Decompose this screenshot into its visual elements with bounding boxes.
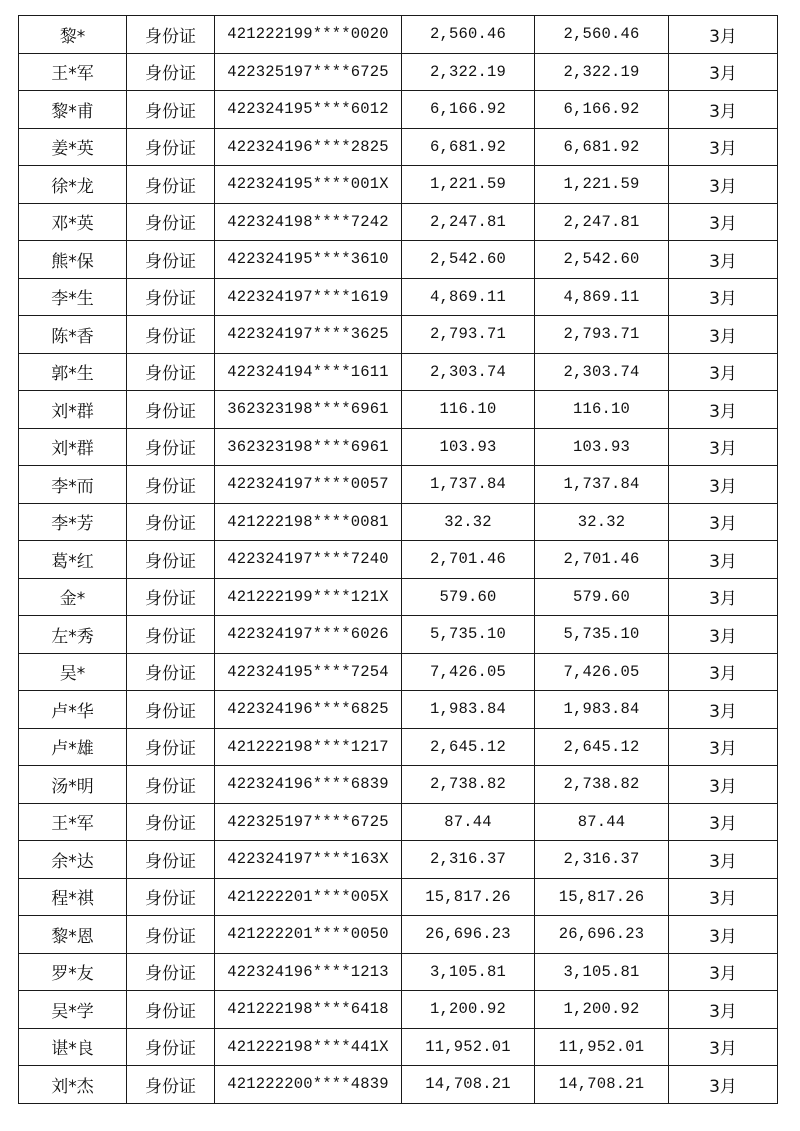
name-cell: 吴*学	[19, 991, 127, 1029]
amount-paid-cell: 2,247.81	[535, 203, 669, 241]
amount-paid-cell: 116.10	[535, 391, 669, 429]
amount-cell: 2,316.37	[402, 841, 535, 879]
name-cell: 徐*龙	[19, 166, 127, 204]
table-row	[19, 953, 778, 991]
table-row	[19, 541, 778, 579]
table-row	[19, 428, 778, 466]
id-number-cell: 421222201****0050	[215, 916, 402, 954]
id-number-cell: 422324195****001X	[215, 166, 402, 204]
table-row	[19, 878, 778, 916]
month-cell: 3月	[669, 428, 778, 466]
amount-paid-cell: 15,817.26	[535, 878, 669, 916]
amount-cell: 2,738.82	[402, 766, 535, 804]
amount-cell: 2,542.60	[402, 241, 535, 279]
amount-paid-cell: 3,105.81	[535, 953, 669, 991]
id-type-cell: 身份证	[127, 391, 215, 429]
id-number-cell: 422324197****3625	[215, 316, 402, 354]
month-cell: 3月	[669, 616, 778, 654]
id-type-cell: 身份证	[127, 16, 215, 54]
id-number-cell: 421222199****121X	[215, 578, 402, 616]
month-cell: 3月	[669, 766, 778, 804]
name-cell: 余*达	[19, 841, 127, 879]
amount-cell: 3,105.81	[402, 953, 535, 991]
name-cell: 刘*群	[19, 428, 127, 466]
amount-cell: 1,983.84	[402, 691, 535, 729]
name-cell: 谌*良	[19, 1028, 127, 1066]
table-row	[19, 16, 778, 54]
name-cell: 刘*杰	[19, 1066, 127, 1104]
table-row	[19, 128, 778, 166]
table-row	[19, 278, 778, 316]
amount-cell: 579.60	[402, 578, 535, 616]
amount-paid-cell: 103.93	[535, 428, 669, 466]
table-row	[19, 841, 778, 879]
amount-cell: 6,166.92	[402, 91, 535, 129]
id-number-cell: 421222199****0020	[215, 16, 402, 54]
amount-paid-cell: 32.32	[535, 503, 669, 541]
id-type-cell: 身份证	[127, 841, 215, 879]
amount-paid-cell: 1,983.84	[535, 691, 669, 729]
table-body	[19, 16, 778, 1104]
month-cell: 3月	[669, 841, 778, 879]
amount-paid-cell: 1,221.59	[535, 166, 669, 204]
id-type-cell: 身份证	[127, 653, 215, 691]
table-row	[19, 203, 778, 241]
name-cell: 卢*雄	[19, 728, 127, 766]
name-cell: 金*	[19, 578, 127, 616]
name-cell: 汤*明	[19, 766, 127, 804]
amount-cell: 2,701.46	[402, 541, 535, 579]
name-cell: 邓*英	[19, 203, 127, 241]
amount-paid-cell: 2,316.37	[535, 841, 669, 879]
id-number-cell: 421222198****6418	[215, 991, 402, 1029]
amount-paid-cell: 2,793.71	[535, 316, 669, 354]
table-row	[19, 241, 778, 279]
id-number-cell: 422324196****6839	[215, 766, 402, 804]
id-number-cell: 421222198****0081	[215, 503, 402, 541]
amount-paid-cell: 14,708.21	[535, 1066, 669, 1104]
table-row	[19, 53, 778, 91]
id-type-cell: 身份证	[127, 503, 215, 541]
amount-cell: 26,696.23	[402, 916, 535, 954]
id-type-cell: 身份证	[127, 241, 215, 279]
month-cell: 3月	[669, 653, 778, 691]
id-type-cell: 身份证	[127, 353, 215, 391]
amount-paid-cell: 2,303.74	[535, 353, 669, 391]
amount-paid-cell: 2,322.19	[535, 53, 669, 91]
name-cell: 李*生	[19, 278, 127, 316]
name-cell: 王*军	[19, 803, 127, 841]
name-cell: 罗*友	[19, 953, 127, 991]
name-cell: 李*而	[19, 466, 127, 504]
table-row	[19, 803, 778, 841]
month-cell: 3月	[669, 503, 778, 541]
amount-cell: 11,952.01	[402, 1028, 535, 1066]
amount-cell: 7,426.05	[402, 653, 535, 691]
id-type-cell: 身份证	[127, 616, 215, 654]
month-cell: 3月	[669, 166, 778, 204]
id-type-cell: 身份证	[127, 1028, 215, 1066]
id-type-cell: 身份证	[127, 316, 215, 354]
name-cell: 左*秀	[19, 616, 127, 654]
table-row	[19, 766, 778, 804]
amount-paid-cell: 1,737.84	[535, 466, 669, 504]
table-row	[19, 916, 778, 954]
amount-cell: 32.32	[402, 503, 535, 541]
id-type-cell: 身份证	[127, 278, 215, 316]
amount-paid-cell: 5,735.10	[535, 616, 669, 654]
table-row	[19, 316, 778, 354]
payment-table	[18, 15, 778, 1104]
name-cell: 郭*生	[19, 353, 127, 391]
table-row	[19, 991, 778, 1029]
id-number-cell: 422324196****2825	[215, 128, 402, 166]
amount-paid-cell: 87.44	[535, 803, 669, 841]
amount-cell: 2,560.46	[402, 16, 535, 54]
amount-cell: 1,737.84	[402, 466, 535, 504]
id-type-cell: 身份证	[127, 128, 215, 166]
table-row	[19, 691, 778, 729]
id-number-cell: 422324197****0057	[215, 466, 402, 504]
month-cell: 3月	[669, 53, 778, 91]
month-cell: 3月	[669, 278, 778, 316]
month-cell: 3月	[669, 578, 778, 616]
table-row	[19, 578, 778, 616]
name-cell: 熊*保	[19, 241, 127, 279]
amount-paid-cell: 579.60	[535, 578, 669, 616]
month-cell: 3月	[669, 878, 778, 916]
name-cell: 刘*群	[19, 391, 127, 429]
amount-paid-cell: 2,542.60	[535, 241, 669, 279]
month-cell: 3月	[669, 953, 778, 991]
month-cell: 3月	[669, 728, 778, 766]
amount-paid-cell: 7,426.05	[535, 653, 669, 691]
id-number-cell: 421222198****441X	[215, 1028, 402, 1066]
month-cell: 3月	[669, 691, 778, 729]
name-cell: 黎*	[19, 16, 127, 54]
id-number-cell: 422324195****7254	[215, 653, 402, 691]
table-row	[19, 616, 778, 654]
amount-cell: 87.44	[402, 803, 535, 841]
amount-paid-cell: 26,696.23	[535, 916, 669, 954]
name-cell: 吴*	[19, 653, 127, 691]
id-type-cell: 身份证	[127, 428, 215, 466]
amount-paid-cell: 2,645.12	[535, 728, 669, 766]
id-number-cell: 422324197****163X	[215, 841, 402, 879]
amount-cell: 2,793.71	[402, 316, 535, 354]
id-number-cell: 362323198****6961	[215, 428, 402, 466]
table-row	[19, 503, 778, 541]
table-row	[19, 353, 778, 391]
id-type-cell: 身份证	[127, 728, 215, 766]
id-number-cell: 422325197****6725	[215, 53, 402, 91]
id-type-cell: 身份证	[127, 766, 215, 804]
id-number-cell: 422324196****1213	[215, 953, 402, 991]
name-cell: 葛*红	[19, 541, 127, 579]
month-cell: 3月	[669, 1066, 778, 1104]
id-number-cell: 421222201****005X	[215, 878, 402, 916]
month-cell: 3月	[669, 316, 778, 354]
amount-paid-cell: 2,738.82	[535, 766, 669, 804]
amount-paid-cell: 6,166.92	[535, 91, 669, 129]
id-type-cell: 身份证	[127, 541, 215, 579]
table-row	[19, 728, 778, 766]
month-cell: 3月	[669, 541, 778, 579]
id-number-cell: 362323198****6961	[215, 391, 402, 429]
id-type-cell: 身份证	[127, 991, 215, 1029]
table-row	[19, 166, 778, 204]
name-cell: 黎*甫	[19, 91, 127, 129]
id-type-cell: 身份证	[127, 53, 215, 91]
id-number-cell: 421222200****4839	[215, 1066, 402, 1104]
id-type-cell: 身份证	[127, 916, 215, 954]
name-cell: 程*祺	[19, 878, 127, 916]
month-cell: 3月	[669, 203, 778, 241]
amount-cell: 14,708.21	[402, 1066, 535, 1104]
amount-cell: 2,303.74	[402, 353, 535, 391]
id-type-cell: 身份证	[127, 578, 215, 616]
id-type-cell: 身份证	[127, 1066, 215, 1104]
amount-paid-cell: 4,869.11	[535, 278, 669, 316]
id-type-cell: 身份证	[127, 203, 215, 241]
id-number-cell: 422324197****6026	[215, 616, 402, 654]
month-cell: 3月	[669, 916, 778, 954]
id-type-cell: 身份证	[127, 953, 215, 991]
id-number-cell: 422325197****6725	[215, 803, 402, 841]
amount-cell: 103.93	[402, 428, 535, 466]
table-row	[19, 1028, 778, 1066]
month-cell: 3月	[669, 991, 778, 1029]
month-cell: 3月	[669, 466, 778, 504]
amount-paid-cell: 6,681.92	[535, 128, 669, 166]
amount-cell: 116.10	[402, 391, 535, 429]
amount-paid-cell: 1,200.92	[535, 991, 669, 1029]
month-cell: 3月	[669, 241, 778, 279]
table-row	[19, 653, 778, 691]
amount-paid-cell: 2,701.46	[535, 541, 669, 579]
amount-cell: 6,681.92	[402, 128, 535, 166]
name-cell: 陈*香	[19, 316, 127, 354]
amount-paid-cell: 2,560.46	[535, 16, 669, 54]
document-page	[18, 15, 777, 1104]
amount-cell: 1,200.92	[402, 991, 535, 1029]
id-type-cell: 身份证	[127, 803, 215, 841]
id-number-cell: 422324195****6012	[215, 91, 402, 129]
amount-cell: 5,735.10	[402, 616, 535, 654]
id-type-cell: 身份证	[127, 878, 215, 916]
id-type-cell: 身份证	[127, 466, 215, 504]
month-cell: 3月	[669, 128, 778, 166]
table-row	[19, 466, 778, 504]
id-type-cell: 身份证	[127, 166, 215, 204]
table-row	[19, 1066, 778, 1104]
id-number-cell: 422324196****6825	[215, 691, 402, 729]
month-cell: 3月	[669, 91, 778, 129]
id-number-cell: 422324194****1611	[215, 353, 402, 391]
id-number-cell: 422324198****7242	[215, 203, 402, 241]
amount-cell: 2,322.19	[402, 53, 535, 91]
month-cell: 3月	[669, 391, 778, 429]
month-cell: 3月	[669, 16, 778, 54]
amount-cell: 4,869.11	[402, 278, 535, 316]
amount-cell: 2,247.81	[402, 203, 535, 241]
table-row	[19, 391, 778, 429]
name-cell: 王*军	[19, 53, 127, 91]
id-number-cell: 422324195****3610	[215, 241, 402, 279]
id-number-cell: 422324197****7240	[215, 541, 402, 579]
id-number-cell: 422324197****1619	[215, 278, 402, 316]
amount-cell: 1,221.59	[402, 166, 535, 204]
id-type-cell: 身份证	[127, 91, 215, 129]
name-cell: 姜*英	[19, 128, 127, 166]
month-cell: 3月	[669, 803, 778, 841]
amount-cell: 15,817.26	[402, 878, 535, 916]
month-cell: 3月	[669, 353, 778, 391]
name-cell: 卢*华	[19, 691, 127, 729]
name-cell: 李*芳	[19, 503, 127, 541]
table-row	[19, 91, 778, 129]
amount-paid-cell: 11,952.01	[535, 1028, 669, 1066]
amount-cell: 2,645.12	[402, 728, 535, 766]
name-cell: 黎*恩	[19, 916, 127, 954]
id-type-cell: 身份证	[127, 691, 215, 729]
month-cell: 3月	[669, 1028, 778, 1066]
id-number-cell: 421222198****1217	[215, 728, 402, 766]
